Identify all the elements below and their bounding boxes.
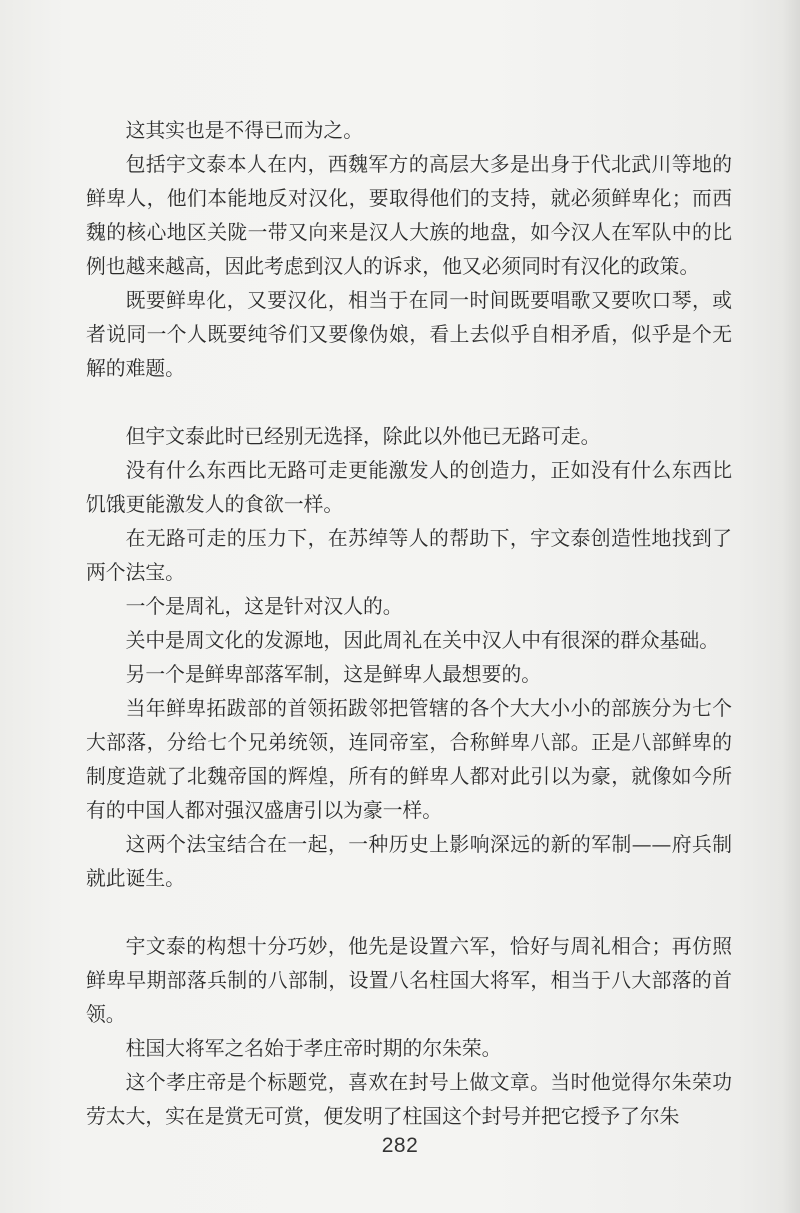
- paragraph: 当年鲜卑拓跋部的首领拓跋邻把管辖的各个大大小小的部族分为七个大部落，分给七个兄弟统领，连同帝室，合称鲜卑八部。正是八部鲜卑的制度造就了北魏帝国的辉煌，所有的鲜卑人都对此引以为豪，就像如今所有的中国人都对强汉盛唐引以为豪一样。: [86, 697, 732, 822]
- paragraph: 另一个是鲜卑部落军制，这是鲜卑人最想要的。: [125, 663, 542, 686]
- paragraph: 关中是周文化的发源地，因此周礼在关中汉人中有很深的群众基础。: [125, 629, 720, 652]
- paragraph: 在无路可走的压力下，在苏绰等人的帮助下，宇文泰创造性地找到了两个法宝。: [86, 527, 732, 584]
- paragraph: 既要鲜卑化，又要汉化，相当于在同一时间既要唱歌又要吹口琴，或者说同一个人既要纯爷们又要像伪娘，看上去似乎自相矛盾，似乎是个无解的难题。: [86, 289, 732, 380]
- page-number: 282: [381, 1134, 419, 1157]
- paragraph: 这其实也是不得已而为之。: [125, 119, 363, 142]
- paragraph: 没有什么东西比无路可走更能激发人的创造力，正如没有什么东西比饥饿更能激发人的食欲一样。: [86, 459, 732, 516]
- paragraph: 这个孝庄帝是个标题党，喜欢在封号上做文章。当时他觉得尔朱荣功劳太大，实在是赏无可赏，便发明了柱国这个封号并把它授予了尔朱: [86, 1071, 732, 1128]
- paragraph: 一个是周礼，这是针对汉人的。: [125, 595, 403, 618]
- paragraph: 宇文泰的构想十分巧妙，他先是设置六军，恰好与周礼相合；再仿照鲜卑早期部落兵制的八部制，设置八名柱国大将军，相当于八大部落的首领。: [86, 935, 732, 1026]
- paragraph: 包括宇文泰本人在内，西魏军方的高层大多是出身于代北武川等地的鲜卑人，他们本能地反对汉化，要取得他们的支持，就必须鲜卑化；而西魏的核心地区关陇一带又向来是汉人大族的地盘，如今汉人在军队中的比例也越来越高，因此考虑到汉人的诉求，他又必须同时有汉化的政策。: [86, 153, 732, 278]
- page-edge-shadow: [782, 0, 800, 1213]
- paragraph: 柱国大将军之名始于孝庄帝时期的尔朱荣。: [125, 1037, 502, 1060]
- paragraph: 这两个法宝结合在一起，一种历史上影响深远的新的军制——府兵制就此诞生。: [86, 833, 732, 890]
- body-text: [86, 114, 732, 1134]
- paragraph: 但宇文泰此时已经别无选择，除此以外他已无路可走。: [125, 425, 601, 448]
